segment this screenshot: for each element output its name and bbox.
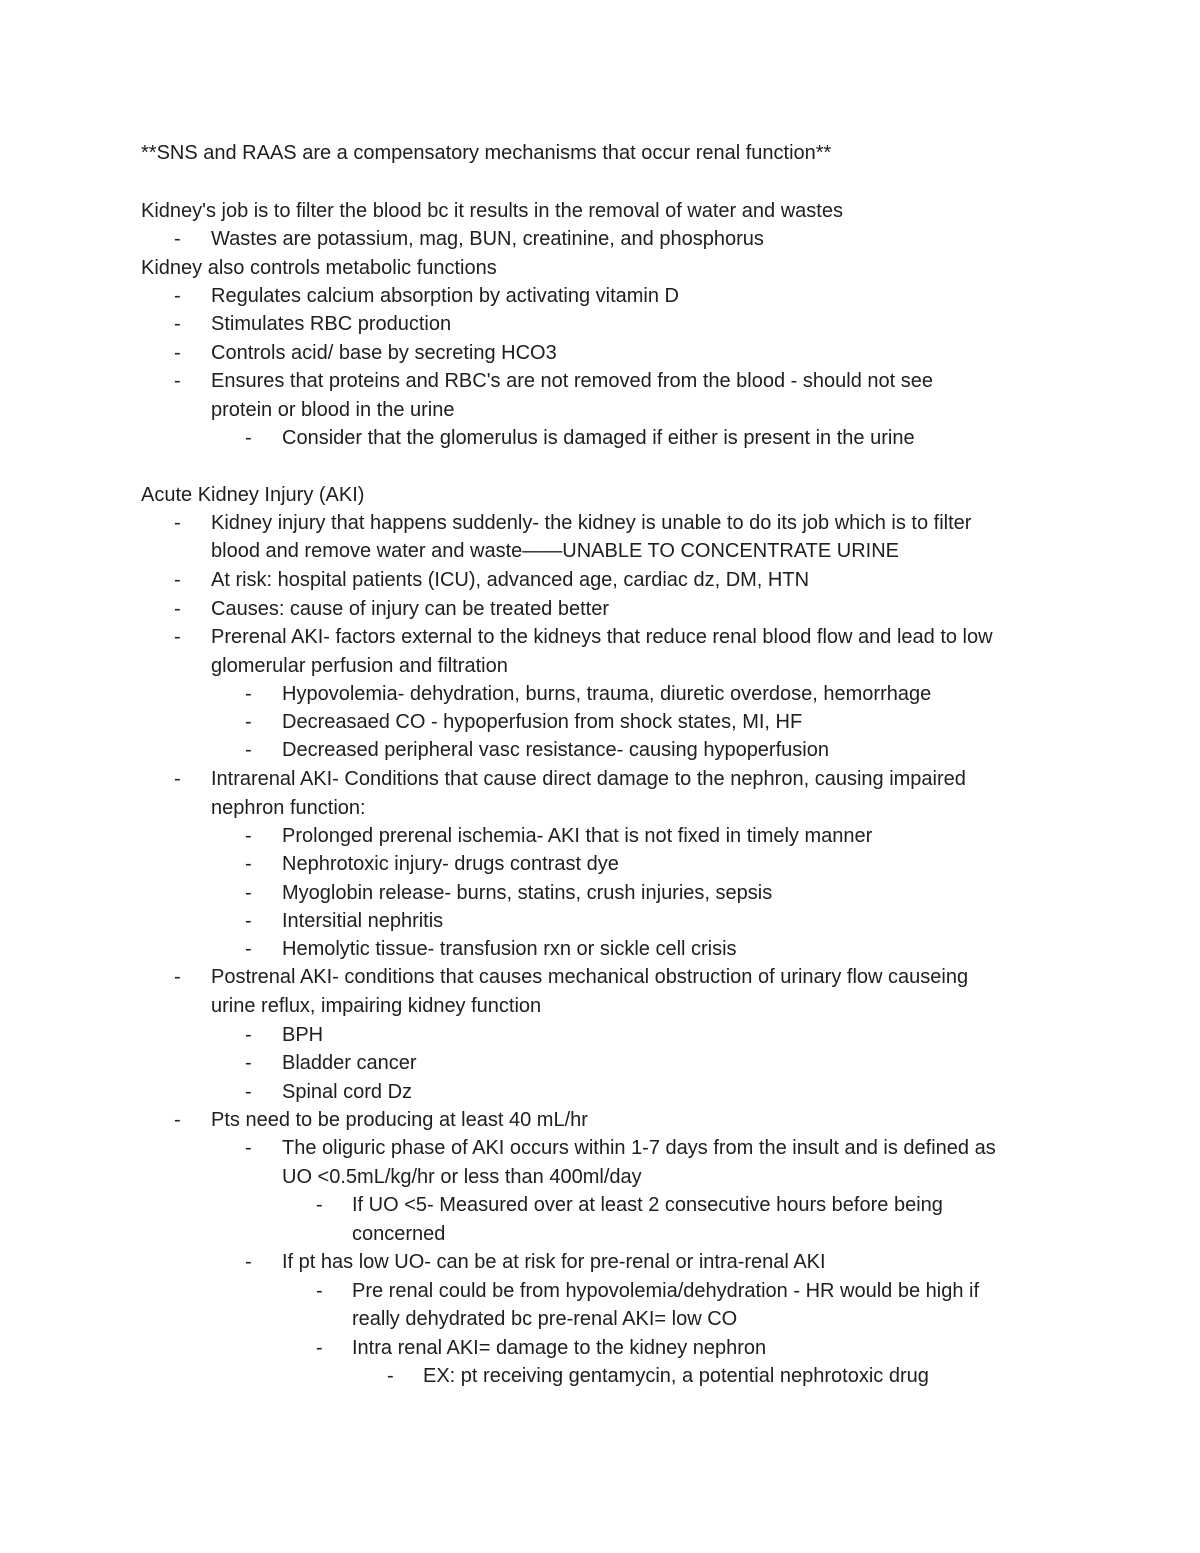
bullet-dash: - bbox=[174, 342, 181, 364]
list-item-text: BPH bbox=[282, 1024, 324, 1046]
bullet-dash: - bbox=[245, 882, 252, 904]
bullet-dash: - bbox=[174, 626, 181, 648]
bullet-dash: - bbox=[245, 1052, 252, 1074]
list-item-text: glomerular perfusion and filtration bbox=[211, 655, 508, 677]
list-item-text: Pre renal could be from hypovolemia/dehydration - HR would be high if bbox=[352, 1280, 980, 1302]
list-item-text: Intrarenal AKI- Conditions that cause direct damage to the nephron, causing impaired bbox=[211, 768, 966, 790]
list-item-text: Wastes are potassium, mag, BUN, creatinine, and phosphorus bbox=[211, 228, 764, 250]
list-item-text: blood and remove water and waste——UNABLE TO CONCENTRATE URINE bbox=[211, 540, 900, 562]
bullet-dash: - bbox=[245, 910, 252, 932]
bullet-dash: - bbox=[245, 853, 252, 875]
bullet-dash: - bbox=[245, 739, 252, 761]
list-item-text: Prolonged prerenal ischemia- AKI that is not fixed in timely manner bbox=[282, 825, 873, 847]
kidney-job-text: Kidney's job is to filter the blood bc it results in the removal of water and wastes bbox=[141, 200, 843, 222]
bullet-dash: - bbox=[245, 1137, 252, 1159]
bullet-dash: - bbox=[245, 1024, 252, 1046]
list-item-text: Postrenal AKI- conditions that causes mechanical obstruction of urinary flow causeing bbox=[211, 966, 969, 988]
list-item-text: Kidney injury that happens suddenly- the kidney is unable to do its job which is to filter bbox=[211, 512, 972, 534]
bullet-dash: - bbox=[316, 1194, 323, 1216]
list-item-text: really dehydrated bc pre-renal AKI= low CO bbox=[352, 1308, 738, 1330]
list-item-text: Nephrotoxic injury- drugs contrast dye bbox=[282, 853, 619, 875]
list-item-text: Pts need to be producing at least 40 mL/hr bbox=[211, 1109, 588, 1131]
list-item-text: Stimulates RBC production bbox=[211, 313, 452, 335]
list-item-text: At risk: hospital patients (ICU), advanced age, cardiac dz, DM, HTN bbox=[211, 569, 810, 591]
list-item-text: Myoglobin release- burns, statins, crush injuries, sepsis bbox=[282, 882, 773, 904]
list-item-text: Consider that the glomerulus is damaged if either is present in the urine bbox=[282, 427, 915, 449]
list-item-text: concerned bbox=[352, 1223, 446, 1245]
list-item-text: The oliguric phase of AKI occurs within 1-7 days from the insult and is defined as bbox=[282, 1137, 996, 1159]
bullet-dash: - bbox=[245, 1251, 252, 1273]
bullet-dash: - bbox=[245, 427, 252, 449]
list-item-text: Intersitial nephritis bbox=[282, 910, 444, 932]
list-item-text: Regulates calcium absorption by activating vitamin D bbox=[211, 285, 679, 307]
intro-text: **SNS and RAAS are a compensatory mechanisms that occur renal function** bbox=[141, 142, 832, 164]
bullet-dash: - bbox=[174, 1109, 181, 1131]
list-item-text: Prerenal AKI- factors external to the kidneys that reduce renal blood flow and lead to low bbox=[211, 626, 993, 648]
bullet-dash: - bbox=[174, 569, 181, 591]
bullet-dash: - bbox=[245, 683, 252, 705]
list-item-text: Decreased peripheral vasc resistance- causing hypoperfusion bbox=[282, 739, 829, 761]
list-item-text: Ensures that proteins and RBC's are not removed from the blood - should not see bbox=[211, 370, 933, 392]
list-item-text: UO <0.5mL/kg/hr or less than 400ml/day bbox=[282, 1166, 642, 1188]
list-item-text: Intra renal AKI= damage to the kidney nephron bbox=[352, 1337, 767, 1359]
bullet-dash: - bbox=[174, 966, 181, 988]
bullet-dash: - bbox=[245, 711, 252, 733]
bullet-dash: - bbox=[245, 1081, 252, 1103]
bullet-dash: - bbox=[174, 285, 181, 307]
bullet-dash: - bbox=[174, 598, 181, 620]
list-item-text: If UO <5- Measured over at least 2 consecutive hours before being bbox=[352, 1194, 943, 1216]
bullet-dash: - bbox=[245, 825, 252, 847]
list-item-text: Spinal cord Dz bbox=[282, 1081, 413, 1103]
metabolic-text: Kidney also controls metabolic functions bbox=[141, 257, 497, 279]
aki-heading-text: Acute Kidney Injury (AKI) bbox=[141, 484, 365, 506]
bullet-dash: - bbox=[245, 938, 252, 960]
list-item-text: urine reflux, impairing kidney function bbox=[211, 995, 542, 1017]
bullet-dash: - bbox=[174, 228, 181, 250]
list-item-text: Decreasaed CO - hypoperfusion from shock states, MI, HF bbox=[282, 711, 803, 733]
list-item-text: Hypovolemia- dehydration, burns, trauma, diuretic overdose, hemorrhage bbox=[282, 683, 932, 705]
bullet-dash: - bbox=[387, 1365, 394, 1387]
list-item-text: Controls acid/ base by secreting HCO3 bbox=[211, 342, 557, 364]
bullet-dash: - bbox=[174, 512, 181, 534]
list-item-text: Causes: cause of injury can be treated better bbox=[211, 598, 610, 620]
list-item-text: If pt has low UO- can be at risk for pre-renal or intra-renal AKI bbox=[282, 1251, 826, 1273]
bullet-dash: - bbox=[174, 370, 181, 392]
list-item-text: nephron function: bbox=[211, 797, 366, 819]
bullet-dash: - bbox=[316, 1337, 323, 1359]
list-item-text: protein or blood in the urine bbox=[211, 399, 455, 421]
list-item-text: Bladder cancer bbox=[282, 1052, 417, 1074]
list-item-text: Hemolytic tissue- transfusion rxn or sickle cell crisis bbox=[282, 938, 737, 960]
bullet-dash: - bbox=[174, 768, 181, 790]
list-item-text: EX: pt receiving gentamycin, a potential nephrotoxic drug bbox=[423, 1365, 929, 1387]
bullet-dash: - bbox=[174, 313, 181, 335]
bullet-dash: - bbox=[316, 1280, 323, 1302]
